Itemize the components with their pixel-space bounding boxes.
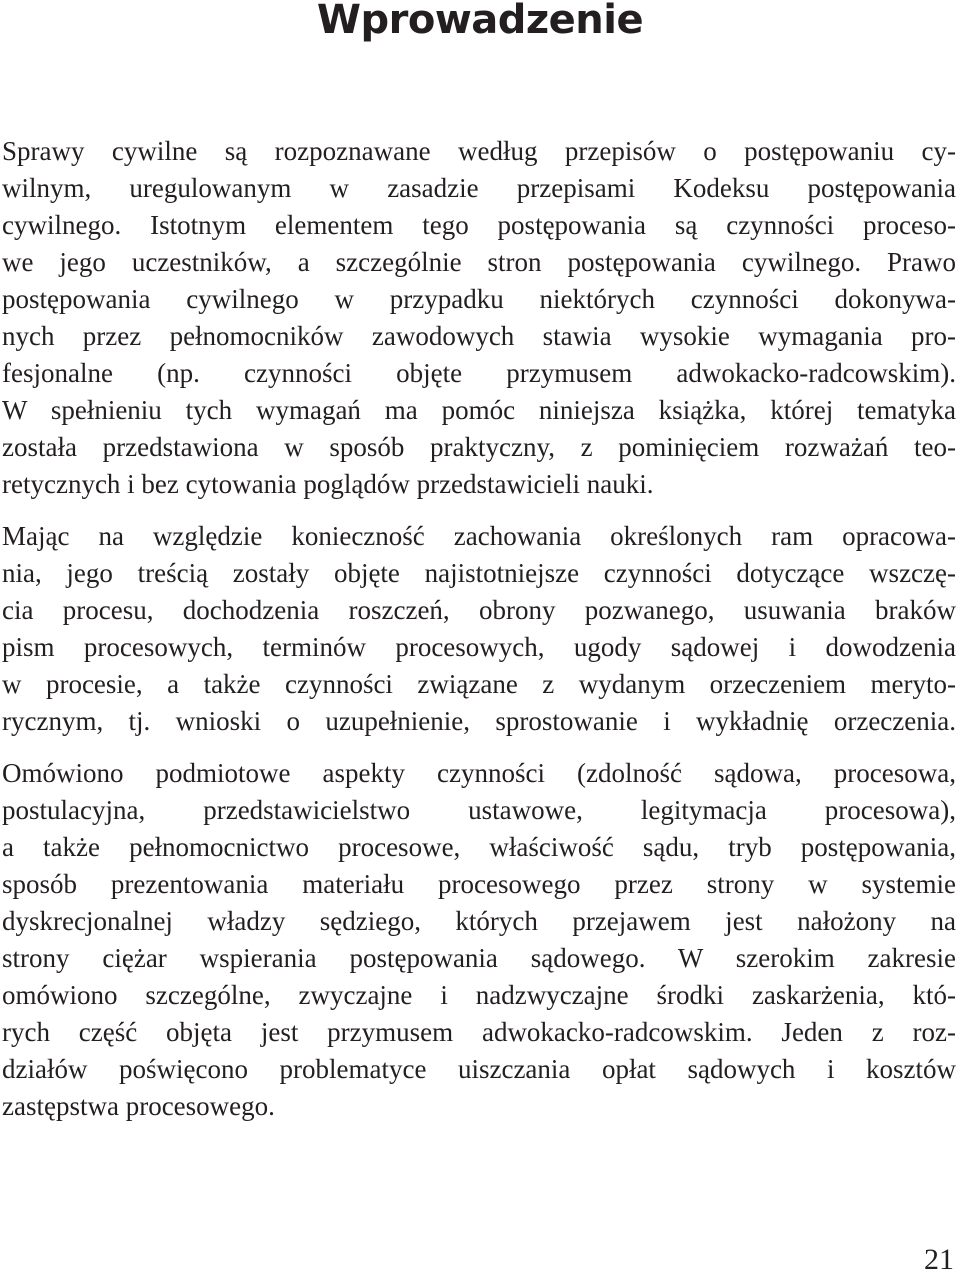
text-line: a także pełnomocnictwo procesowe, właściwość sądu, tryb postępowania, bbox=[2, 832, 956, 862]
text-line: rycznym, tj. wnioski o uzupełnienie, sprostowanie i wykładnię orzeczenia. bbox=[2, 706, 956, 736]
text-line: Omówiono podmiotowe aspekty czynności (zdolność sądowa, procesowa, bbox=[2, 758, 956, 788]
text-line: sposób prezentowania materiału procesowego przez strony w systemie bbox=[2, 869, 956, 899]
body-text bbox=[2, 133, 956, 1125]
paragraph-3 bbox=[2, 755, 956, 1125]
text-line: retycznych i bez cytowania poglądów przedstawicieli nauki. bbox=[2, 469, 654, 499]
text-line: omówiono szczególne, zwyczajne i nadzwyczajne środki zaskarżenia, któ- bbox=[2, 980, 956, 1010]
text-line: wilnym, uregulowanym w zasadzie przepisami Kodeksu postępowania bbox=[2, 173, 956, 203]
page-title: Wprowadzenie bbox=[316, 0, 644, 43]
text-line: zastępstwa procesowego. bbox=[2, 1091, 275, 1121]
paragraph-1 bbox=[2, 133, 956, 503]
text-line: fesjonalne (np. czynności objęte przymusem adwokacko-radcowskim). bbox=[2, 358, 956, 388]
text-line: nia, jego treścią zostały objęte najistotniejsze czynności dotyczące wszczę- bbox=[2, 558, 956, 588]
text-line: nych przez pełnomocników zawodowych stawia wysokie wymagania pro- bbox=[2, 321, 956, 351]
text-line: strony ciężar wspierania postępowania sądowego. W szerokim zakresie bbox=[2, 943, 956, 973]
text-line: we jego uczestników, a szczególnie stron postępowania cywilnego. Prawo bbox=[2, 247, 956, 277]
text-line: Mając na względzie konieczność zachowania określonych ram opracowa- bbox=[2, 521, 956, 551]
text-line: działów poświęcono problematyce uiszczania opłat sądowych i kosztów bbox=[2, 1054, 956, 1084]
text-line: W spełnieniu tych wymagań ma pomóc niniejsza książka, której tematyka bbox=[2, 395, 956, 425]
text-line: postępowania cywilnego w przypadku niektórych czynności dokonywa- bbox=[2, 284, 956, 314]
text-line: postulacyjna, przedstawicielstwo ustawowe, legitymacja procesowa), bbox=[2, 795, 956, 825]
page-number: 21 bbox=[924, 1243, 954, 1276]
text-line: dyskrecjonalnej władzy sędziego, których przejawem jest nałożony na bbox=[2, 906, 956, 936]
text-line: została przedstawiona w sposób praktyczny, z pominięciem rozważań teo- bbox=[2, 432, 956, 462]
text-line: pism procesowych, terminów procesowych, ugody sądowej i dowodzenia bbox=[2, 632, 956, 662]
text-line: cia procesu, dochodzenia roszczeń, obrony pozwanego, usuwania braków bbox=[2, 595, 956, 625]
text-line: rych część objęta jest przymusem adwokacko-radcowskim. Jeden z roz- bbox=[2, 1017, 956, 1047]
paragraph-2 bbox=[2, 518, 956, 740]
text-line: cywilnego. Istotnym elementem tego postępowania są czynności proceso- bbox=[2, 210, 956, 240]
text-line: w procesie, a także czynności związane z wydanym orzeczeniem meryto- bbox=[2, 669, 956, 699]
text-line: Sprawy cywilne są rozpoznawane według przepisów o postępowaniu cy- bbox=[2, 136, 956, 166]
